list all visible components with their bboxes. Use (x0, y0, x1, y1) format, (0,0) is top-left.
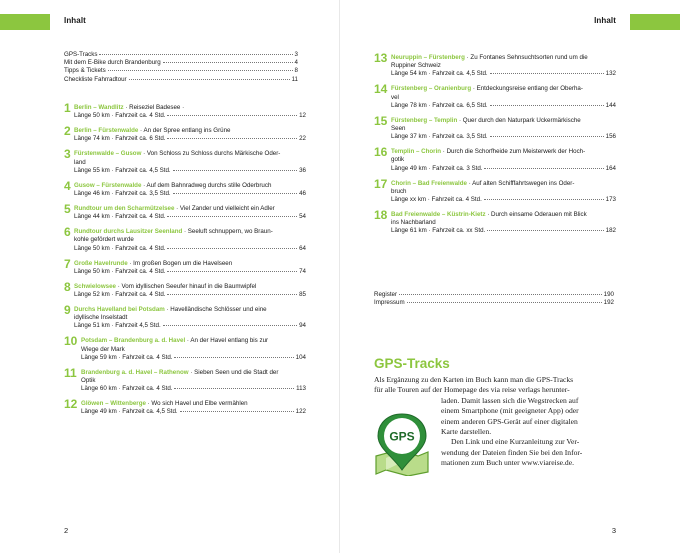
gps-text-line: Als Ergänzung zu den Karten im Buch kann man die GPS-Tracks (374, 375, 574, 384)
tour-title (74, 127, 306, 135)
tour-route: Durchs Havelland bei Potsdam (74, 306, 165, 314)
tour-title (74, 260, 306, 268)
tour-stats-label: Länge 59 km · Fahrzeit ca. 4 Std. (81, 353, 173, 361)
tour-description-continued: Ruppiner Schweiz (391, 62, 441, 70)
tour-title (74, 150, 306, 158)
dot-leader (490, 105, 604, 106)
tour-entry[interactable] (64, 101, 306, 120)
page-ref: 94 (299, 322, 306, 330)
tour-stats[interactable] (391, 70, 616, 78)
tour-number: 1 (64, 101, 71, 115)
tour-description: · Wo sich Havel und Elbe vermählen (145, 400, 248, 408)
gps-text-line: Den Link und eine Kurzanleitung zur Ver- (451, 437, 580, 447)
tour-route: Brandenburg a. d. Havel – Rathenow (81, 368, 189, 376)
tour-stats-label: Länge 54 km · Fahrzeit ca. 4,5 Std. (391, 70, 488, 78)
page-ref: 64 (299, 244, 306, 252)
dot-leader (99, 54, 292, 55)
tour-stats[interactable] (391, 133, 616, 141)
tour-title (391, 85, 616, 93)
tour-route: Fürstenwalde – Gusow (74, 150, 142, 158)
tour-description: · Zu Fontanes Sehnsuchtsorten rund um die (464, 54, 588, 61)
tour-stats[interactable] (391, 196, 616, 204)
dot-leader (167, 271, 297, 272)
toc-entry-label: Mit dem E-Bike durch Brandenburg (64, 59, 161, 67)
tour-stats[interactable] (391, 227, 616, 235)
tour-stats[interactable] (74, 167, 306, 175)
tour-stats-label: Länge 74 km · Fahrzeit ca. 6 Std. (74, 135, 166, 143)
tour-stats[interactable] (74, 322, 306, 330)
tour-description: · Seeluft schnuppern, wo Braun- (182, 228, 273, 236)
tour-title (74, 182, 306, 190)
tour-route: Fürstenberg – Templin (391, 116, 458, 124)
tour-stats[interactable] (74, 190, 306, 198)
tour-title (391, 211, 616, 219)
tour-description-continued: Optik (81, 377, 96, 385)
tour-stats-label: Länge 49 km · Fahrzeit ca. 3 Std. (391, 164, 483, 172)
dot-leader (399, 294, 602, 295)
tour-stats-label: Länge 37 km · Fahrzeit ca. 3,5 Std. (391, 133, 488, 141)
tour-number: 14 (374, 82, 388, 97)
tour-route: Schwielowsee (74, 282, 116, 290)
tour-stats-label: Länge 50 km · Fahrzeit ca. 4 Std. (74, 267, 166, 275)
tour-number: 17 (374, 176, 388, 191)
dot-leader (490, 136, 604, 137)
dot-leader (484, 168, 603, 169)
tour-stats-label: Länge 61 km · Fahrzeit ca. xx Std. (391, 227, 486, 235)
tour-number: 8 (64, 279, 71, 294)
tour-entry-body (74, 260, 306, 276)
tour-entry-body (391, 54, 616, 79)
page-ref: 132 (605, 70, 616, 78)
tour-route: Glöwen – Wittenberge (81, 400, 146, 408)
dot-leader (180, 411, 294, 412)
tour-title (74, 104, 306, 112)
dot-leader (173, 193, 297, 194)
tour-route: Fürstenberg – Oranienburg (391, 85, 472, 93)
tour-entry[interactable] (374, 208, 616, 236)
tour-stats[interactable] (74, 268, 306, 276)
gps-text-line: mationen zum Buch unter www.viareise.de. (441, 458, 574, 468)
page-ref: 156 (605, 133, 616, 141)
tour-description: · Reiseziel Badesee · (123, 104, 185, 111)
tour-entry[interactable] (374, 51, 616, 79)
tour-description-continued: vel (391, 93, 399, 101)
tour-stats-label: Länge xx km · Fahrzeit ca. 4 Std. (391, 196, 482, 204)
toc-entry[interactable] (374, 299, 614, 307)
dot-leader (129, 79, 290, 80)
toc-entry[interactable] (64, 76, 298, 84)
tour-number: 7 (64, 256, 71, 271)
tour-route: Templin – Chorin (391, 148, 442, 156)
page-ref: 104 (295, 353, 306, 361)
tour-number: 3 (64, 147, 71, 162)
tour-title (81, 400, 306, 408)
tour-stats[interactable] (74, 213, 306, 221)
dot-leader (167, 115, 297, 116)
page-ref: 12 (299, 112, 306, 120)
tour-stats-label: Länge 52 km · Fahrzeit ca. 4 Std. (74, 291, 166, 299)
tour-description: · Auf dem Bahnradweg durchs stille Oderbruch (141, 181, 272, 189)
tour-entry-body (74, 283, 306, 299)
tour-title (74, 205, 306, 213)
tour-number: 12 (64, 397, 78, 412)
tour-number: 5 (64, 202, 71, 217)
tour-stats-label: Länge 78 km · Fahrzeit ca. 6,5 Std. (391, 101, 488, 109)
toc-entry-label: Impressum (374, 299, 405, 307)
tour-stats[interactable] (74, 245, 306, 253)
tour-stats-label: Länge 46 km · Fahrzeit ca. 3,5 Std. (74, 190, 171, 198)
page-ref: 36 (299, 166, 306, 174)
tour-entry-body (391, 211, 616, 236)
tour-title (81, 369, 306, 377)
tour-entry[interactable] (64, 124, 306, 143)
page-ref: 164 (605, 164, 616, 172)
tour-description: · Vom idyllischen Seeufer hinauf in die Baumwipfel (115, 282, 257, 290)
tour-entry-body (391, 117, 616, 142)
tour-entry[interactable] (64, 178, 306, 198)
tour-entry[interactable] (374, 145, 616, 173)
tour-entry-body (391, 180, 616, 205)
page-ref: 192 (603, 299, 614, 307)
tour-entry[interactable] (374, 82, 616, 110)
tour-route: Rundtour um den Scharmützelsee (74, 205, 175, 213)
dot-leader (487, 230, 603, 231)
page-ref: 11 (291, 75, 298, 83)
tour-entry[interactable] (64, 202, 306, 221)
tour-list-left (64, 101, 306, 423)
tour-entry-body (391, 148, 616, 173)
dot-leader (167, 138, 297, 139)
tour-entry-body (74, 182, 306, 198)
tour-number: 2 (64, 124, 71, 139)
page-ref: 173 (605, 196, 616, 204)
gps-text-line: für alle Touren auf der Homepage des via reise verlags herunter- (374, 385, 570, 395)
page-ref: 46 (299, 190, 306, 198)
toc-entry[interactable] (374, 291, 614, 299)
page-ref: 182 (605, 227, 616, 235)
dot-leader (163, 62, 293, 63)
tour-description: · Havelländische Schlösser und eine (164, 306, 267, 314)
tour-description: · Im großen Bogen um die Havelseen (127, 259, 233, 267)
running-header-right: Inhalt (594, 16, 616, 25)
right-color-tab (630, 14, 680, 30)
tour-entry[interactable] (64, 147, 306, 175)
tour-number: 11 (64, 365, 77, 380)
tour-route: Rundtour durchs Lausitzer Seenland (74, 228, 183, 236)
tour-route: Potsdam – Brandenburg a. d. Havel (81, 337, 186, 345)
tour-description-continued: idyllische Inselstadt (74, 314, 128, 322)
left-color-tab (0, 14, 50, 30)
tour-title (81, 337, 306, 345)
tour-title (74, 283, 306, 291)
dot-leader (490, 73, 604, 74)
tour-stats-label: Länge 55 km · Fahrzeit ca. 4,5 Std. (74, 166, 171, 174)
tour-stats-label: Länge 51 km · Fahrzeit 4,5 Std. (74, 322, 161, 330)
gps-text-line: einem Smartphone (mit geeigneter App) oder (441, 406, 579, 416)
page-ref: 190 (603, 291, 614, 298)
tour-number: 13 (374, 51, 388, 65)
tour-title (391, 180, 616, 188)
dot-leader (484, 199, 604, 200)
tour-route: Berlin – Fürstenwalde (74, 127, 139, 135)
tour-entry[interactable] (64, 279, 306, 299)
dot-leader (167, 216, 297, 217)
tour-entry[interactable] (64, 256, 306, 276)
tour-number: 4 (64, 178, 71, 193)
toc-entry-label: Checkliste Fahrradtour (64, 75, 127, 83)
tour-title (391, 148, 616, 156)
front-matter-list (64, 51, 298, 84)
tour-description: · Viel Zander und vielleicht ein Adler (174, 205, 275, 213)
gps-text-line: Karte darstellen. (441, 427, 492, 437)
tour-entry[interactable] (374, 113, 616, 142)
toc-entry-label: GPS-Tracks (64, 51, 98, 58)
back-matter-list (374, 291, 614, 307)
tour-route: Bad Freienwalde – Küstrin-Kietz (391, 211, 486, 219)
tour-stats-label: Länge 50 km · Fahrzeit ca. 4 Std. (74, 112, 166, 120)
tour-entry-body (74, 306, 306, 331)
tour-entry-body (81, 400, 306, 416)
tour-title (391, 54, 616, 62)
gps-icon-label: GPS (389, 429, 415, 444)
gps-paragraph (374, 375, 614, 469)
tour-route: Neuruppin – Fürstenberg (391, 54, 465, 61)
gps-text-line: laden. Damit lassen sich die Wegstrecken auf (441, 395, 579, 405)
page-ref: 54 (299, 213, 306, 221)
tour-stats[interactable] (74, 112, 306, 120)
tour-description: · Durch einsame Oderauen mit Blick (485, 211, 587, 219)
tour-description: · Auf alten Schifffahrtswegen ins Oder- (466, 179, 575, 187)
page-number-right: 3 (611, 526, 616, 535)
tour-description: · Durch die Schorfheide zum Meisterwerk der Hoch- (441, 148, 586, 156)
tour-description: · Von Schloss zu Schloss durchs Märkische Oder- (141, 150, 281, 158)
tour-description-continued: gotik (391, 156, 405, 164)
tour-stats-label: Länge 49 km · Fahrzeit ca. 4,5 Std. (81, 408, 178, 416)
tour-number: 15 (374, 113, 388, 128)
tour-description: · Sieben Seen und die Stadt der (188, 368, 279, 376)
tour-entry-body (74, 228, 306, 253)
tour-description-continued: land (74, 158, 86, 166)
gps-text-line: wendung der Dateien finden Sie bei den Infor- (441, 447, 583, 457)
tour-route: Chorin – Bad Freienwalde (391, 179, 467, 187)
dot-leader (167, 248, 297, 249)
page-ref: 144 (605, 101, 616, 109)
tour-description: · An der Havel entlang bis zur (185, 337, 269, 345)
running-header-left: Inhalt (64, 16, 86, 25)
tour-number: 16 (374, 145, 388, 160)
tour-entry[interactable] (64, 303, 306, 331)
tour-title (391, 117, 616, 125)
page-ref: 85 (299, 291, 306, 299)
tour-title (74, 306, 306, 314)
tour-title (74, 228, 306, 236)
dot-leader (174, 357, 293, 358)
tour-number: 9 (64, 303, 71, 318)
page-ref: 22 (299, 135, 306, 143)
tour-route: Große Havelrunde (74, 259, 128, 267)
tour-description-continued: bruch (391, 187, 407, 195)
tour-stats[interactable] (74, 291, 306, 299)
tour-list-right (374, 51, 616, 242)
page-ref: 8 (294, 67, 298, 75)
tour-route: Berlin – Wandlitz (74, 104, 124, 111)
page-ref: 4 (294, 59, 298, 67)
tour-entry[interactable] (64, 365, 306, 394)
tour-entry[interactable] (64, 397, 306, 416)
tour-number: 18 (374, 208, 388, 223)
tour-entry-body (74, 205, 306, 221)
dot-leader (407, 302, 602, 303)
gutter-divider (339, 0, 340, 553)
page-number-left: 2 (64, 526, 69, 535)
toc-entry[interactable] (64, 51, 298, 59)
tour-stats[interactable] (81, 385, 306, 393)
tour-description-continued: ins Nachbarland (391, 219, 436, 227)
dot-leader (174, 388, 294, 389)
dot-leader (163, 325, 297, 326)
tour-description-continued: Wiege der Mark (81, 345, 125, 353)
dot-leader (167, 294, 297, 295)
tour-stats-label: Länge 50 km · Fahrzeit ca. 4 Std. (74, 244, 166, 252)
tour-number: 10 (64, 334, 78, 349)
tour-entry[interactable] (64, 334, 306, 362)
page-ref: 113 (296, 385, 306, 393)
tour-description: · Quer durch den Naturpark Uckermärkische (457, 116, 581, 124)
page-ref: 74 (299, 267, 306, 275)
page-ref: 122 (295, 408, 306, 416)
tour-entry-body (391, 85, 616, 110)
tour-description-continued: Seen (391, 125, 406, 133)
tour-entry[interactable] (64, 225, 306, 253)
tour-entry[interactable] (374, 176, 616, 205)
tour-stats[interactable] (81, 408, 306, 416)
gps-heading: GPS-Tracks (374, 356, 450, 371)
dot-leader (173, 170, 297, 171)
tour-entry-body (81, 337, 306, 362)
gps-text-line: einem anderen GPS-Gerät auf einer digitalen (441, 416, 578, 426)
toc-entry[interactable] (64, 67, 298, 75)
tour-description-continued: kohle gefördert wurde (74, 236, 134, 244)
toc-entry[interactable] (64, 59, 298, 67)
tour-stats[interactable] (74, 135, 306, 143)
page-ref: 3 (294, 51, 298, 58)
dot-leader (108, 70, 293, 71)
tour-entry-body (74, 150, 306, 175)
toc-entry-label: Tipps & Tickets (64, 67, 106, 75)
tour-stats[interactable] (81, 354, 306, 362)
tour-stats-label: Länge 60 km · Fahrzeit ca. 4 Std. (81, 385, 173, 393)
tour-stats[interactable] (391, 165, 616, 173)
tour-number: 6 (64, 225, 71, 240)
tour-description: · Entdeckungsreise entlang der Oberha- (471, 85, 583, 93)
tour-stats[interactable] (391, 102, 616, 110)
tour-entry-body (81, 369, 306, 394)
tour-description: · An der Spree entlang ins Grüne (138, 127, 231, 135)
tour-entry-body (74, 104, 306, 120)
tour-entry-body (74, 127, 306, 143)
tour-stats-label: Länge 44 km · Fahrzeit ca. 4 Std. (74, 213, 166, 221)
tour-route: Gusow – Fürstenwalde (74, 181, 142, 189)
toc-entry-label: Register (374, 291, 398, 298)
